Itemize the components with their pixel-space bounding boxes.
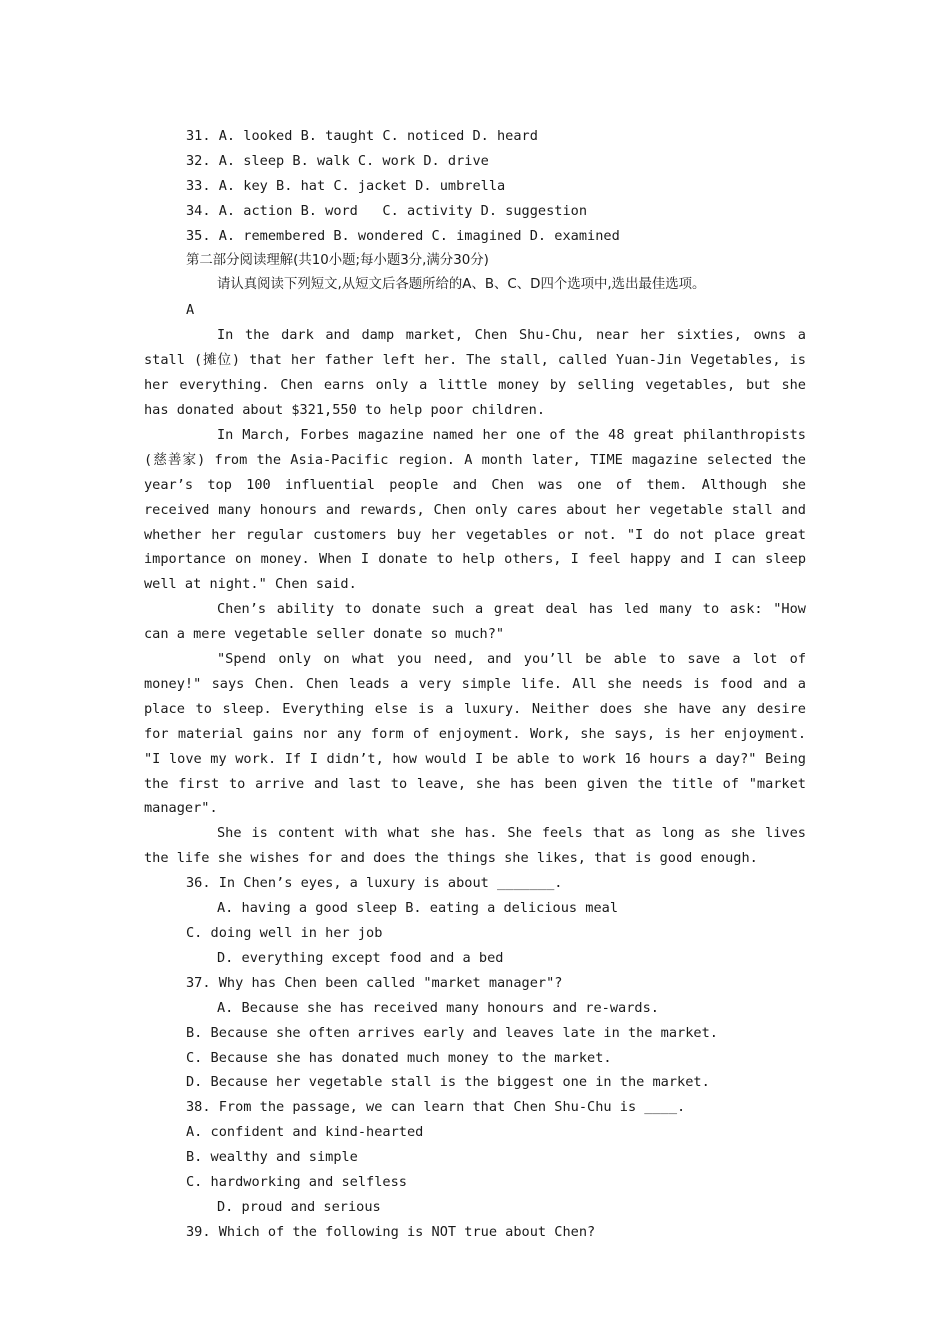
question-36-stem: 36. In Chen’s eyes, a luxury is about _______. xyxy=(186,875,563,892)
section-instruction: 请认真阅读下列短文,从短文后各题所给的A、B、C、D四个选项中,选出最佳选项。 xyxy=(217,277,706,293)
passage-paragraph-1: In the dark and damp market, Chen Shu-Chu, near her sixties, owns a stall (摊位) that her father left her. The stall, called Yuan-Jin Vegetables, is her everything. Chen earns only a little money by selling vegetables, but she has donated about $321,550 to help poor children. xyxy=(144,327,806,418)
question-36-option-c: C. doing well in her job xyxy=(186,925,383,941)
question-37-option-b: B. Because she often arrives early and leaves late in the market. xyxy=(186,1024,718,1041)
cloze-option-34: 34. A. action B. word C. activity D. suggestion xyxy=(186,202,588,219)
question-38-option-a: A. confident and kind-hearted xyxy=(186,1124,424,1141)
passage-paragraph-5: She is content with what she has. She feels that as long as she lives the life she wishes for and does the things she likes, that is good enough. xyxy=(144,825,806,867)
passage-paragraph-2: In March, Forbes magazine named her one of the 48 great philanthropists (慈善家) from the Asia-Pacific region. A month later, TIME magazine selected the year’s top 100 influential people and Chen was one of them. Although she received many honours and rewards, Chen only cares about her vegetable stall and whether her regular customers buy her vegetables or not. "I do not place great importance on money. When I donate to help others, I feel happy and I can sleep well at night." Chen said. xyxy=(144,426,806,593)
cloze-option-35: 35. A. remembered B. wondered C. imagined D. examined xyxy=(186,227,620,244)
question-37-option-a: A. Because she has received many honours and re-wards. xyxy=(217,999,659,1016)
question-38-option-c: C. hardworking and selfless xyxy=(186,1174,407,1191)
section-heading: 第二部分阅读理解(共10小题;每小题3分,满分30分) xyxy=(186,252,489,268)
question-37-stem: 37. Why has Chen been called "market manager"? xyxy=(186,974,563,991)
question-37-option-d: D. Because her vegetable stall is the biggest one in the market. xyxy=(186,1074,710,1091)
document-content xyxy=(144,124,806,1245)
question-38-option-d: D. proud and serious xyxy=(217,1198,381,1215)
question-38-option-b: B. wealthy and simple xyxy=(186,1149,358,1166)
cloze-option-33: 33. A. key B. hat C. jacket D. umbrella xyxy=(186,177,506,194)
question-36-option-d: D. everything except food and a bed xyxy=(217,949,504,966)
passage-paragraph-3: Chen’s ability to donate such a great deal has led many to ask: "How can a mere vegetable seller donate so much?" xyxy=(144,601,806,643)
passage-label: A xyxy=(186,302,195,319)
passage-paragraph-4: "Spend only on what you need, and you’ll be able to save a lot of money!" says Chen. Chen leads a very simple life. All she needs is food and a place to sleep. Everything else is a luxury. Neither does she have any desire for material gains nor any form of enjoyment. Work, she says, is her enjoyment. "I love my work. If I didn’t, how would I be able to work 16 hours a day?" Being the first to arrive and last to leave, she has been given the title of "market manager". xyxy=(144,651,806,817)
question-38-stem: 38. From the passage, we can learn that Chen Shu-Chu is ____. xyxy=(186,1099,686,1116)
question-39-stem: 39. Which of the following is NOT true about Chen? xyxy=(186,1223,596,1240)
question-36-options-ab: A. having a good sleep B. eating a delicious meal xyxy=(217,900,619,917)
cloze-option-31: 31. A. looked B. taught C. noticed D. heard xyxy=(186,128,538,144)
cloze-option-32: 32. A. sleep B. walk C. work D. drive xyxy=(186,152,489,169)
question-37-option-c: C. Because she has donated much money to the market. xyxy=(186,1049,612,1066)
